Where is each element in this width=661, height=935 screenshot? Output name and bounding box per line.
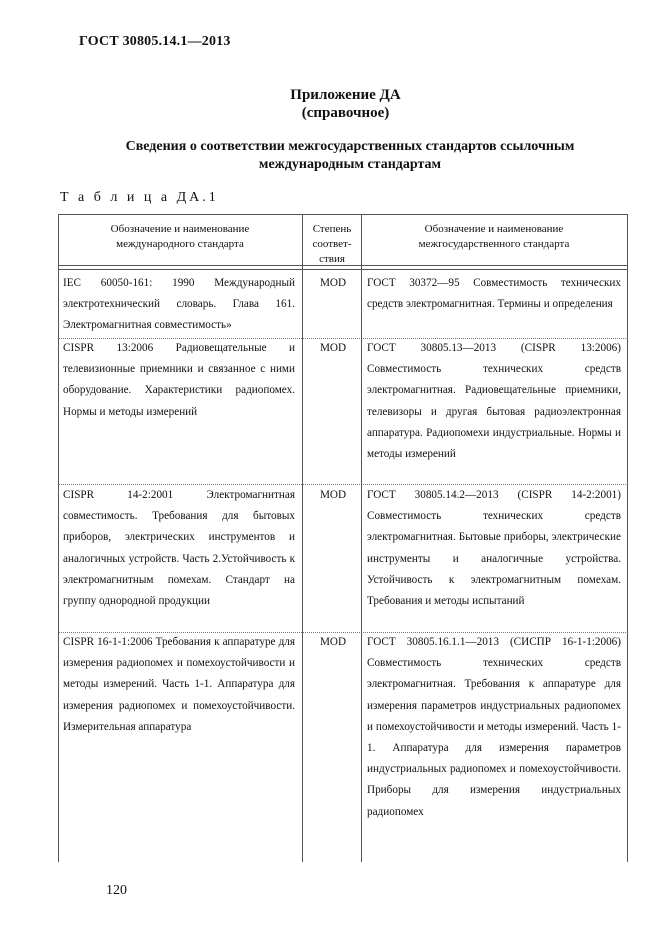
page-number: 120 — [106, 883, 127, 898]
appendix-subtitle: (справочное) — [301, 105, 390, 121]
column-header-interstate: Обозначение и наименование межгосударственного стандарта — [418, 223, 570, 250]
header-bottom-rule-2 — [58, 269, 628, 270]
cell-international: CISPR 13:2006 Радиовещательные и телевизионные приемники и связанное с ними оборудование. Характеристики радиопомех. Нормы и методы измерений — [63, 342, 295, 418]
table-caption: Т а б л и ц а ДА.1 — [60, 190, 219, 205]
column-rule-right — [627, 214, 628, 862]
heading-line-1: Сведения о соответствии межгосударственных стандартов ссылочным — [125, 139, 575, 154]
column-rule-left — [58, 214, 59, 862]
running-head: ГОСТ 30805.14.1—2013 — [79, 34, 231, 49]
column-header-international: Обозначение и наименование международного стандарта — [110, 223, 250, 250]
cell-international: IEC 60050-161: 1990 Международный электротехнический словарь. Глава 161. Электромагнитная совместимость» — [63, 277, 295, 332]
cell-degree: MOD — [319, 636, 347, 648]
cell-degree: MOD — [319, 489, 347, 501]
table-top-rule — [58, 214, 628, 215]
column-header-degree: Степень соответ-ствия — [312, 223, 352, 265]
correspondence-table — [58, 214, 628, 862]
cell-degree: MOD — [319, 277, 347, 289]
appendix-title-block — [0, 86, 661, 122]
column-rule-2 — [361, 214, 362, 862]
cell-international: CISPR 16-1-1:2006 Требования к аппаратуре для измерения радиопомех и помехоустойчивости и методы измерений. Часть 1-1. Аппаратура для измерения радиопомех и помехоустойчивости. Измерительная аппаратура — [63, 636, 295, 733]
cell-interstate: ГОСТ 30805.13—2013 (CISPR 13:2006) Совместимость технических средств электромагнитная. Радиовещательные приемники, телевизоры и другая бытовая радиоэлектронная аппаратура. Радиопомехи индустриальные. Нормы и методы измерений — [367, 342, 621, 461]
column-rule-1 — [302, 214, 303, 862]
cell-degree: MOD — [319, 342, 347, 354]
cell-interstate: ГОСТ 30805.16.1.1—2013 (СИСПР 16-1-1:2006) Совместимость технических средств электромагнитная. Требования к аппаратуре для измерения параметров индустриальных радиопомех и помехоустойчивости и методы измерений. Часть 1-1. Аппаратура для измерения параметров индустриальных радиопомех и помехоустойчивости. Приборы для измерения индустриальных радиопомех — [367, 636, 621, 818]
appendix-title: Приложение ДА — [290, 87, 401, 103]
cell-international: CISPR 14-2:2001 Электромагнитная совместимость. Требования для бытовых приборов, электрических инструментов и аналогичных устройств. Часть 2.Устойчивость к электромагнитным помехам. Стандарт на группу однородной продукции — [63, 489, 295, 608]
cell-interstate: ГОСТ 30805.14.2—2013 (CISPR 14-2:2001) Совместимость технических средств электромагнитная. Бытовые приборы, электрические инструменты и аналогичные устройства. Устойчивость к электромагнитным помехам. Требования и методы испытаний — [367, 489, 621, 608]
cell-interstate: ГОСТ 30372—95 Совместимость технических средств электромагнитная. Термины и определения — [367, 277, 621, 311]
heading-line-2: международным стандартам — [258, 157, 442, 172]
document-heading — [60, 138, 640, 174]
